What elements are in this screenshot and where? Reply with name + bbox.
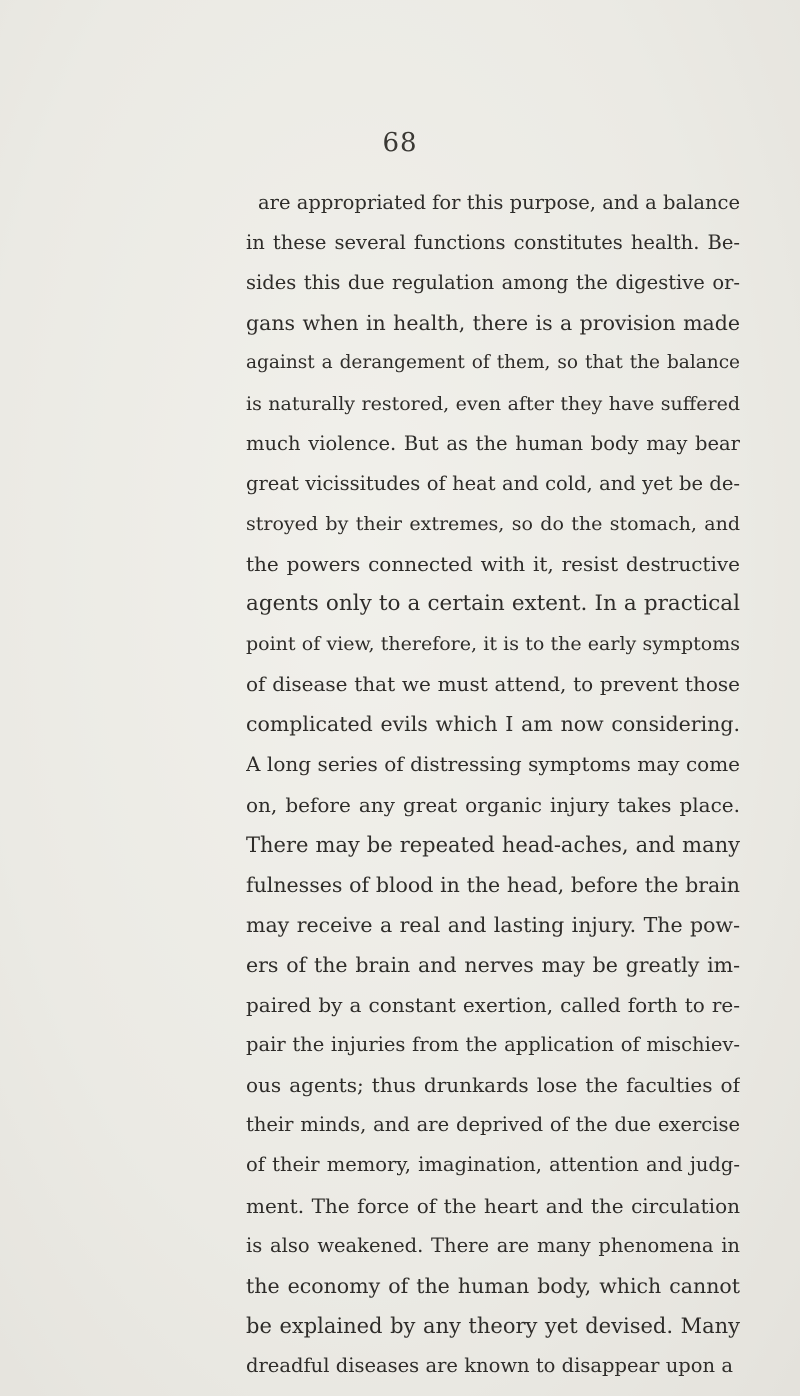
text-line: pair the injuries from the application of mischiev- — [246, 1033, 740, 1057]
text-line: are appropriated for this purpose, and a balance — [258, 191, 740, 214]
text-line: on, before any great organic injury takes place. — [246, 792, 740, 817]
text-line: sides this due regulation among the digestive or- — [246, 271, 740, 295]
text-line: gans when in health, there is a provision made — [246, 311, 740, 336]
page-number: 68 — [382, 128, 418, 158]
text-line: paired by a constant exertion, called forth to re- — [246, 993, 740, 1017]
text-line: dreadful diseases are known to disappear upon a — [246, 1353, 733, 1377]
text-line: is also weakened. There are many phenomena in — [246, 1233, 740, 1257]
text-line: their minds, and are deprived of the due exercise — [246, 1113, 740, 1137]
text-line: of disease that we must attend, to prevent those — [246, 672, 740, 697]
text-line: much violence. But as the human body may bear — [246, 431, 740, 455]
text-line: of their memory, imagination, attention and judg- — [246, 1153, 740, 1177]
text-line: in these several functions constitutes health. Be- — [246, 231, 740, 255]
text-line: ers of the brain and nerves may be greatly im- — [246, 952, 740, 977]
text-line: the economy of the human body, which cannot — [246, 1273, 740, 1298]
text-line: There may be repeated head-aches, and many — [246, 832, 740, 857]
text-line: be explained by any theory yet devised. Many — [246, 1313, 740, 1338]
text-line: is naturally restored, even after they have suffered — [246, 392, 740, 415]
text-line: ment. The force of the heart and the circulation — [246, 1193, 740, 1218]
text-line: fulnesses of blood in the head, before the brain — [246, 872, 740, 897]
text-line: stroyed by their extremes, so do the stomach, and — [246, 512, 740, 535]
text-line: the powers connected with it, resist destructive — [246, 551, 740, 576]
text-line: A long series of distressing symptoms may come — [246, 752, 740, 777]
text-line: complicated evils which I am now considering. — [246, 712, 740, 737]
text-line: great vicissitudes of heat and cold, and yet be de- — [246, 471, 740, 495]
text-line: agents only to a certain extent. In a practical — [246, 591, 740, 616]
text-line: against a derangement of them, so that the balance — [246, 352, 740, 374]
text-line: may receive a real and lasting injury. The pow- — [246, 912, 740, 937]
text-line: point of view, therefore, it is to the early symptoms — [246, 633, 740, 656]
text-line: ous agents; thus drunkards lose the faculties of — [246, 1073, 740, 1098]
